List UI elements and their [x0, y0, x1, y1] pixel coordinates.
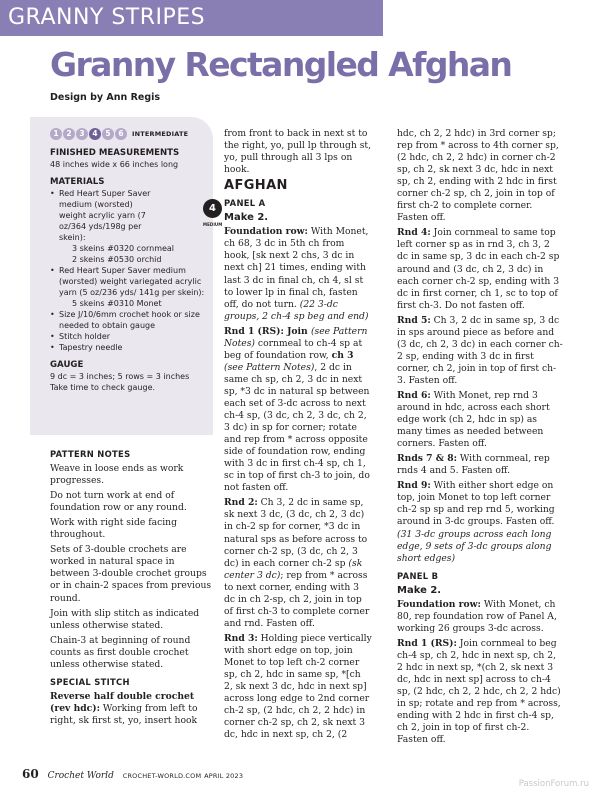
materials-item: 3 skeins #0320 cornmeal — [72, 244, 175, 253]
skill-dot-4-active: 4 — [89, 128, 101, 140]
round-4: Rnd 4: Join cornmeal to same top left corner sp as in rnd 3, ch 3, 2 dc in same sp, 3 dc in each ch-2 sp around and (3 dc, ch 2, 3 dc) in each corner ch-2 sp, ending with 3 dc in first corner, ch 1, sc to top of first ch-3. Do not fasten off. — [397, 227, 560, 311]
panel-b-round-1: Rnd 1 (RS): Join cornmeal to beg ch-4 sp, ch 2, hdc in next sp, ch 2, 2 hdc in next sp, *(ch 2, sk next 3 dc, hdc in next sp] across to ch-4 sp, (2 hdc, ch 2, 2 hdc, ch 2, 2 hdc) in sp; rotate and rep from * across, ending with 2 hdc in first ch-4 sp, ch 2, join in top of first ch-2. Fasten off. — [397, 637, 561, 746]
column-right — [397, 128, 563, 749]
panel-b-make: Make 2. — [397, 584, 442, 596]
gauge-text: 9 dc = 3 inches; 5 rows = 3 inches — [50, 372, 190, 381]
materials-item: • Stitch holder — [50, 331, 210, 342]
materials-heading: MATERIALS — [50, 177, 105, 187]
special-stitch-text: Reverse half double crochet (rev hdc): Working from left to right, sk first st, yo, insert hook — [50, 690, 198, 726]
gauge-heading: GAUGE — [50, 360, 84, 370]
materials-item: 5 skeins #0310 Monet — [72, 299, 162, 308]
section-banner-text: GRANNY STRIPES — [8, 5, 206, 30]
yarn-weight-number: 4 — [203, 199, 222, 218]
magazine-name: Crochet World — [47, 771, 114, 781]
designer-byline: Design by Ann Regis — [50, 92, 161, 103]
pattern-note: Sets of 3-double crochets are worked in natural space in between 3-double crochet groups or in chain-2 spaces from previous round. — [50, 544, 212, 604]
skill-dot-1: 1 — [50, 128, 62, 140]
yarn-weight-label: MEDIUM — [203, 222, 223, 227]
foundation-row: Foundation row: With Monet, ch 68, 3 dc in 5th ch from hook, [sk next 2 chs, 3 dc in next ch] 21 times, ending with last 3 dc in final ch, ch 4, sl st to lower lp in final ch, fasten off, do not turn. (22 3-dc groups, 2 ch-4 sp beg and end) — [224, 226, 369, 322]
column-middle — [224, 128, 372, 744]
skill-dot-5: 5 — [102, 128, 114, 140]
special-stitch-heading: SPECIAL STITCH — [50, 676, 130, 687]
round-5: Rnd 5: Ch 3, 2 dc in same sp, 3 dc in sps around piece as before and (3 dc, ch 2, 3 dc) in each corner ch-2 sp, ending with 3 dc in first corner, ch 2, join in top of first ch-3. Fasten off. — [397, 314, 563, 386]
materials-item: • Tapestry needle — [50, 342, 210, 353]
materials-list — [50, 188, 210, 353]
round-6: Rnd 6: With Monet, rep rnd 3 around in hdc, across each short edge work (ch 2, hdc in sp) as many times as needed between corners. Fasten off. — [397, 389, 550, 450]
page-footer — [22, 767, 243, 781]
watermark: PassionForum.ru — [518, 779, 589, 789]
materials-item: • Red Heart Super Saver medium (worsted) weight variegated acrylic yarn (5 oz/236 yds/ 141g per skein): — [50, 265, 210, 298]
magazine-website: CROCHET-WORLD.COM — [122, 772, 202, 780]
pattern-notes-heading: PATTERN NOTES — [50, 449, 131, 459]
yarn-weight-icon — [203, 199, 222, 225]
pattern-note: Work with right side facing throughout. — [50, 517, 177, 541]
materials-item: 2 skeins #0530 orchid — [72, 255, 162, 264]
materials-item: • Size J/10/6mm crochet hook or size needed to obtain gauge — [50, 309, 210, 331]
afghan-heading: AFGHAN — [224, 178, 288, 194]
continued-text: from front to back in next st to the right, yo, pull lp through st, yo, pull through all 3 lps on hook. — [224, 128, 372, 176]
finished-measurements-heading: FINISHED MEASUREMENTS — [50, 148, 180, 158]
round-9: Rnd 9: With either short edge on top, join Monet to top left corner ch-2 sp sp and rep rnd 5, working around in 3-dc groups. Fasten off. (31 3-dc groups across each long edge, 9 sets of 3-dc groups along short edges) — [397, 480, 555, 564]
panel-b-foundation-row: Foundation row: With Monet, ch 80, rep foundation row of Panel A, working 26 groups 3-dc across. — [397, 598, 557, 634]
skill-dot-2: 2 — [63, 128, 75, 140]
panel-a-heading: PANEL A — [224, 198, 266, 209]
pattern-note: Chain-3 at beginning of round counts as first double crochet unless otherwise stated. — [50, 634, 191, 670]
skill-level-label: INTERMEDIATE — [132, 129, 189, 138]
gauge-note: Take time to check gauge. — [50, 383, 156, 392]
issue-date: APRIL 2023 — [204, 772, 244, 780]
rounds-7-8: Rnds 7 & 8: With cornmeal, rep rnds 4 and 5. Fasten off. — [397, 453, 550, 477]
continued-text: hdc, ch 2, 2 hdc) in 3rd corner sp; rep from * across to 4th corner sp, (2 hdc, ch 2, 2 hdc) in corner ch-2 sp, ch 2, sk next 3 dc, hdc in next sp, ch 2, ending with 2 hdc in first corner ch-2 sp, ch 2, join in top of first ch-2 to complete corner. Fasten off. — [397, 128, 559, 224]
round-3: Rnd 3: Holding piece vertically with short edge on top, join Monet to top left ch-2 corner sp, ch 2, hdc in same sp, *[ch 2, sk next 3 dc, hdc in next sp] across long edge to 2nd corner ch-2 sp, (2 hdc, ch 2, 2 hdc) in corner ch-2 sp, ch 2, sk next 3 dc, hdc in next sp, ch 2, (2 — [224, 632, 372, 741]
round-2: Rnd 2: Ch 3, 2 dc in same sp, sk next 3 dc, (3 dc, ch 2, 3 dc) in ch-2 sp for corner, *3 dc in natural sps as before across to corner ch-2 sp, (3 dc, ch 2, 3 dc) in each corner ch-2 sp (sk center 3 dc); rep from * across to next corner, ending with 3 dc in ch 2-sp, ch 2, join in top of first ch-3 to complete corner and rnd. Fasten off. — [224, 497, 370, 629]
section-banner — [0, 0, 383, 36]
page-number: 60 — [22, 767, 39, 781]
skill-level-indicator — [50, 126, 210, 142]
page-title: Granny Rectangled Afghan — [50, 45, 512, 84]
materials-item: • Red Heart Super Saver medium (worsted) weight acrylic yarn (7 oz/364 yds/198g per skein): — [50, 188, 152, 243]
column-left — [50, 443, 215, 730]
skill-dot-6: 6 — [115, 128, 127, 140]
panel-a-make: Make 2. — [224, 212, 269, 224]
pattern-note: Do not turn work at end of foundation row or any round. — [50, 490, 187, 514]
round-1: Rnd 1 (RS): Join (see Pattern Notes) cornmeal to ch-4 sp at beg of foundation row, ch 3 (see Pattern Notes), 2 dc in same ch sp, ch 2, 3 dc in next sp, *3 dc in natural sp between each set of 3-dc across to next ch-4 sp, (3 dc, ch 2, 3 dc, ch 2, 3 dc) in sp for corner; rotate and rep from * across opposite side of foundation row, ending with 3 dc in first ch-4 sp, ch 1, sc in top of first ch-3 to join, do not fasten off. — [224, 325, 370, 494]
special-stitch-name: Reverse half double crochet (rev hdc): — [50, 690, 195, 714]
finished-measurements-text: 48 inches wide x 66 inches long — [50, 160, 179, 169]
skill-dot-3: 3 — [76, 128, 88, 140]
panel-b-heading: PANEL B — [397, 570, 439, 581]
materials-sidebar — [50, 126, 223, 393]
pattern-note: Join with slip stitch as indicated unless otherwise stated. — [50, 607, 200, 631]
pattern-note: Weave in loose ends as work progresses. — [50, 463, 184, 487]
